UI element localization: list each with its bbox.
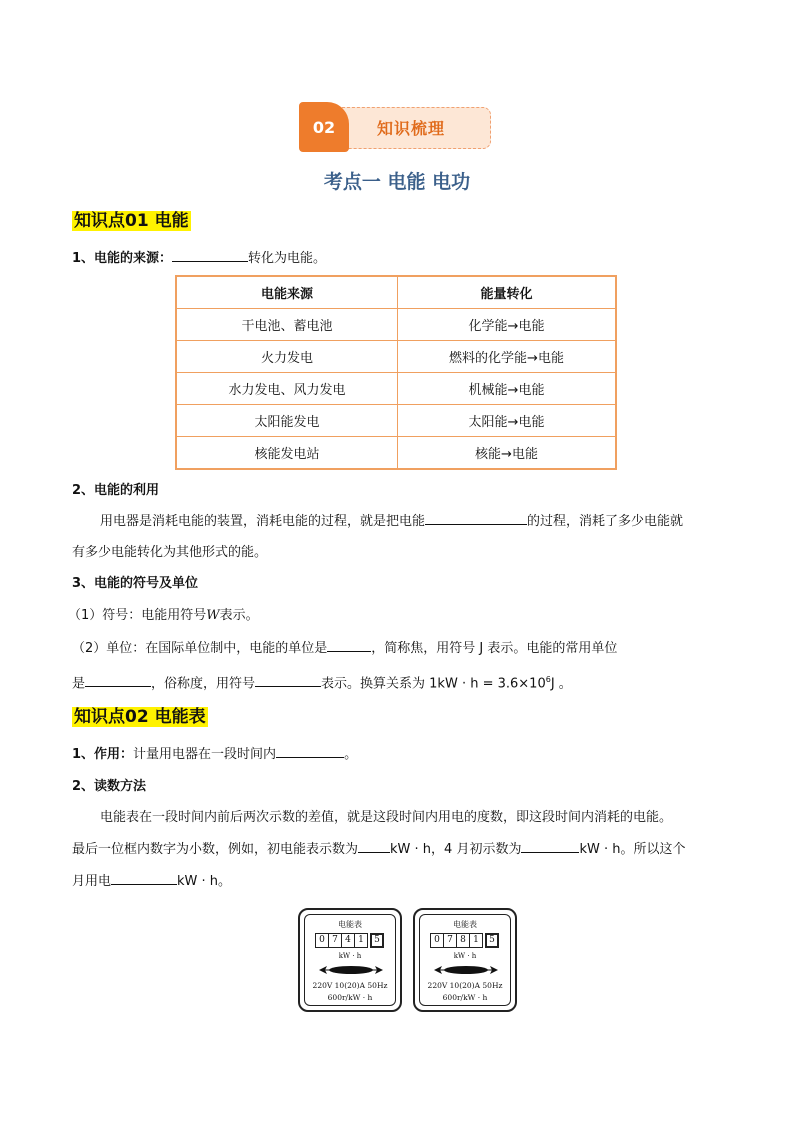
meter-digit: 8: [456, 933, 470, 948]
meter-digit: 7: [328, 933, 342, 948]
table-cell: 燃料的化学能→电能: [398, 341, 617, 373]
meter-decimal-digit: 5: [370, 933, 384, 948]
table-row: [176, 437, 616, 470]
meter-face: [304, 914, 396, 1006]
electric-meter-final: [413, 908, 517, 1012]
kp1-q3-2-c: 是: [72, 676, 86, 692]
kp2-q2-p2-a: 最后一位框内数字为小数，例如，初电能表示数为: [72, 842, 359, 857]
table-header-row: [176, 276, 616, 309]
kp1-q3-2-f: J 。: [550, 676, 572, 692]
answer-blank: [358, 840, 390, 853]
kp1-q3-2-e: 表示。换算关系为 1kW · h = 3.6×10: [321, 676, 546, 692]
kp1-q2-p1-b: 的过程，消耗了多少电能就: [527, 514, 684, 529]
exponent: 6: [545, 675, 551, 684]
meter-rate: 600r/kW · h: [442, 993, 488, 1002]
kp1-q3-1-b: 表示。: [219, 608, 259, 623]
table-cell: 核能→电能: [398, 437, 617, 470]
answer-blank: [172, 249, 248, 262]
meter-digit: 0: [315, 933, 329, 948]
kp2-q2-p3: [72, 872, 231, 892]
answer-blank: [425, 512, 527, 525]
meter-digits: [315, 933, 383, 948]
kp1-q3-1: [68, 606, 259, 626]
kp1-q3-2: [72, 639, 617, 659]
kp1-q2-p1: [100, 512, 683, 532]
kp2-q2-p2-b: kW · h，4 月初示数为: [390, 842, 522, 857]
kp2-q2-label: 2、读数方法: [72, 779, 147, 794]
meter-decimal-digit: 5: [485, 933, 499, 948]
section-title: 知识梳理: [377, 119, 446, 138]
section-badge: [299, 102, 493, 152]
kp1-q1: [72, 249, 326, 269]
table-row: [176, 341, 616, 373]
meter-digits: [430, 933, 498, 948]
kp2-q2-p3-a: 月用电: [72, 874, 112, 889]
kp1-q3-2-a: （2）单位：在国际单位制中，电能的单位是: [72, 641, 328, 656]
meter-spec: 220V 10(20)A 50Hz: [312, 981, 388, 990]
kp1-q1-label: 1、电能的来源：: [72, 251, 173, 266]
meter-spec: 220V 10(20)A 50Hz: [427, 981, 503, 990]
kp2-q2-p3-b: kW · h。: [177, 874, 232, 889]
section-number: 02: [299, 102, 349, 152]
kp2-q1-label: 1、作用：: [72, 747, 134, 762]
energy-symbol: W: [206, 608, 220, 623]
meter-face: [419, 914, 511, 1006]
energy-source-table: [175, 275, 617, 470]
table-cell: 干电池、蓄电池: [176, 309, 398, 341]
table-cell: 火力发电: [176, 341, 398, 373]
answer-blank: [327, 639, 371, 652]
answer-blank: [521, 840, 579, 853]
kp1-q3-2-cont: [72, 670, 572, 694]
rotating-disc-arrow-icon: [317, 963, 385, 977]
answer-blank: [85, 674, 151, 687]
kp1-q3-1-a: （1）符号：电能用符号: [68, 608, 207, 623]
answer-blank: [111, 872, 177, 885]
table-cell: 核能发电站: [176, 437, 398, 470]
kp2-heading-wrap: [72, 705, 208, 729]
kp1-q2-p1-a: 用电器是消耗电能的装置，消耗电能的过程，就是把电能: [100, 514, 426, 529]
table-row: [176, 373, 616, 405]
kp1-heading: 知识点01 电能: [74, 211, 189, 231]
meter-unit: kW · h: [453, 952, 477, 960]
kp1-q2-p2: 有多少电能转化为其他形式的能。: [72, 545, 268, 560]
kp2-heading: 知识点02 电能表: [74, 707, 206, 727]
kp1-q3-2-d: ，俗称度，用符号: [151, 676, 256, 692]
kp1-heading-wrap: [72, 209, 191, 233]
meter-unit: kW · h: [338, 952, 362, 960]
kp2-q1: [72, 745, 357, 765]
kp2-q2-p1: 电能表在一段时间内前后两次示数的差值，就是这段时间内用电的度数，即这段时间内消耗的电能。: [100, 810, 673, 825]
kp1-q3-label: 3、电能的符号及单位: [72, 576, 199, 591]
meter-digit: 4: [341, 933, 355, 948]
kp2-q2-p2: [72, 840, 685, 860]
table-cell: 水力发电、风力发电: [176, 373, 398, 405]
electric-meter-initial: [298, 908, 402, 1012]
table-cell: 机械能→电能: [398, 373, 617, 405]
meter-digit: 0: [430, 933, 444, 948]
meter-title: 电能表: [338, 920, 362, 929]
table-row: [176, 405, 616, 437]
kp1-q2-label: 2、电能的利用: [72, 483, 160, 498]
meter-title: 电能表: [453, 920, 477, 929]
kp2-q1-a: 计量用电器在一段时间内: [133, 747, 277, 762]
table-row: [176, 309, 616, 341]
kp2-q1-b: 。: [344, 747, 358, 762]
answer-blank: [255, 674, 321, 687]
meter-digit: 1: [469, 933, 483, 948]
table-header-cell: 能量转化: [398, 276, 617, 309]
kp1-q1-tail: 转化为电能。: [248, 251, 327, 266]
meter-digit: 7: [443, 933, 457, 948]
topic-title: 考点一 电能 电功: [323, 171, 471, 193]
answer-blank: [276, 745, 344, 758]
table-header-cell: 电能来源: [176, 276, 398, 309]
kp1-q3-2-b: ，简称焦，用符号 J 表示。电能的常用单位: [371, 641, 618, 656]
kp2-q2-p2-c: kW · h。所以这个: [579, 842, 686, 857]
table-cell: 太阳能发电: [176, 405, 398, 437]
meter-digit: 1: [354, 933, 368, 948]
meter-rate: 600r/kW · h: [327, 993, 373, 1002]
table-cell: 太阳能→电能: [398, 405, 617, 437]
table-cell: 化学能→电能: [398, 309, 617, 341]
rotating-disc-arrow-icon: [432, 963, 500, 977]
